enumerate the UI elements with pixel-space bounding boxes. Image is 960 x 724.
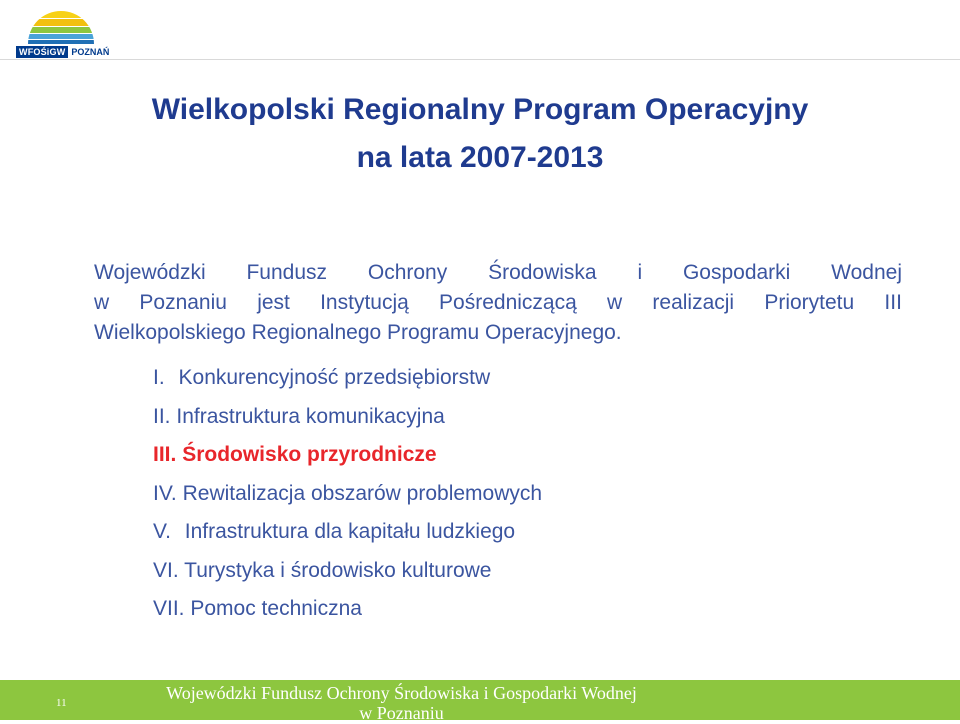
priority-label: Konkurencyjność przedsiębiorstw	[178, 366, 491, 389]
priority-number: VI.	[153, 558, 179, 582]
intro-word: Priorytetu	[764, 291, 855, 314]
priority-number: IV.	[153, 481, 177, 505]
footer-org-name: Wojewódzki Fundusz Ochrony Środowiska i Gospodarki Wodnej	[166, 683, 637, 703]
intro-paragraph	[94, 258, 902, 348]
logo-org-abbr: WFOŚiGW	[16, 46, 68, 58]
intro-word: realizacji	[652, 291, 735, 314]
intro-word: Pośredniczącą	[439, 291, 577, 314]
logo-city: POZNAŃ	[71, 46, 110, 57]
priority-label: Rewitalizacja obszarów problemowych	[182, 481, 543, 505]
slide-title: Wielkopolski Regionalny Program Operacyjny	[151, 93, 809, 126]
page-number: 11	[56, 697, 67, 709]
priority-number: V.	[153, 520, 171, 543]
priority-number: I.	[153, 366, 165, 389]
priority-number: II.	[153, 404, 171, 428]
intro-word: Wojewódzki	[94, 261, 206, 284]
intro-word: Środowiska	[488, 261, 597, 284]
priority-label: Infrastruktura dla kapitału ludzkiego	[184, 520, 516, 543]
intro-word: Fundusz	[246, 261, 328, 284]
header-divider	[0, 59, 960, 60]
priority-label: Pomoc techniczna	[190, 597, 362, 620]
priority-label: Turystyka i środowisko kulturowe	[184, 558, 492, 582]
intro-word: Wodnej	[831, 261, 902, 284]
intro-word: Ochrony	[367, 261, 448, 284]
priority-number: III.	[153, 443, 177, 466]
priority-item	[153, 555, 542, 594]
priority-number: VII.	[153, 597, 185, 620]
priority-item	[153, 362, 542, 401]
intro-word: jest	[257, 291, 290, 314]
priorities-list	[153, 362, 542, 632]
priority-item	[153, 439, 542, 478]
intro-line-3	[94, 318, 902, 348]
footer-org-city: w Poznaniu	[359, 703, 444, 723]
wfosigw-logo	[6, 2, 116, 60]
intro-word: Poznaniu	[139, 291, 227, 314]
priority-label: Infrastruktura komunikacyjna	[176, 404, 445, 428]
intro-word: III	[884, 291, 902, 314]
intro-line-2	[94, 288, 902, 318]
priority-label: Środowisko przyrodnicze	[182, 443, 437, 466]
intro-word: i	[637, 261, 643, 284]
intro-word: Gospodarki	[682, 261, 791, 284]
intro-word: w	[94, 291, 110, 314]
intro-word: w	[607, 291, 623, 314]
priority-item	[153, 593, 542, 632]
intro-line-1	[94, 258, 902, 288]
priority-item	[153, 516, 542, 555]
priority-item	[153, 401, 542, 440]
priority-item	[153, 478, 542, 517]
intro-line-3-text: Wielkopolskiego Regionalnego Programu Operacyjnego.	[94, 321, 622, 344]
slide-subtitle: na lata 2007-2013	[356, 141, 604, 174]
intro-word: Instytucją	[320, 291, 409, 314]
